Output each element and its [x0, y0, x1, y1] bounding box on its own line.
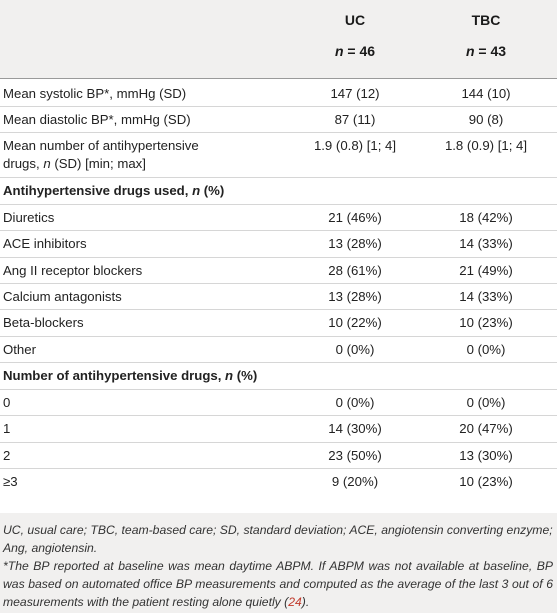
col-header-tbc: TBC — [471, 12, 501, 28]
table-footnotes — [0, 513, 557, 613]
row-label: 0 — [3, 395, 11, 410]
row-label: Mean systolic BP*, mmHg (SD) — [3, 86, 187, 101]
label-text: Number of antihypertensive drugs, — [3, 368, 226, 383]
row-divider — [0, 389, 557, 390]
uc-value: 28 (61%) — [328, 263, 382, 278]
bp-footnote — [3, 557, 553, 611]
col-n-uc — [285, 43, 425, 59]
abbreviations-footnote: UC, usual care; TBC, team-based care; SD, standard deviation; ACE, angiotensin converting enzyme; Ang, angiotensin. — [3, 523, 553, 555]
row-divider — [0, 362, 557, 363]
uc-value: 14 (30%) — [328, 421, 382, 436]
uc-value: 9 (20%) — [331, 474, 379, 489]
tbc-value: 0 (0%) — [466, 342, 506, 357]
row-divider — [0, 415, 557, 416]
tbc-value: 21 (49%) — [459, 263, 513, 278]
row-label: 2 — [3, 448, 11, 463]
uc-value: 1.9 (0.8) [1; 4] — [313, 138, 397, 153]
row-label: Calcium antagonists — [3, 289, 122, 304]
tbc-value: 10 (23%) — [459, 474, 513, 489]
uc-value: 0 (0%) — [335, 395, 375, 410]
uc-value: 13 (28%) — [328, 236, 382, 251]
uc-value: 0 (0%) — [335, 342, 375, 357]
row-divider — [0, 336, 557, 337]
reference-link[interactable]: 24 — [288, 595, 302, 609]
col-n-tbc — [416, 43, 556, 59]
tbc-value: 144 (10) — [461, 86, 511, 101]
uc-value: 10 (22%) — [328, 315, 382, 330]
tbc-value: 13 (30%) — [459, 448, 513, 463]
label-text: (SD) [min; max] — [50, 156, 146, 171]
uc-value: 87 (11) — [334, 112, 376, 127]
n-value: = 46 — [343, 43, 376, 59]
footnote-text: *The BP reported at baseline was mean daytime ABPM. If ABPM was not available at baseline, BP was based on automated office BP measurements and computed as the average of the last 3 out of 6 measurements with the patient resting alone quietly ( — [3, 559, 553, 609]
uc-value: 147 (12) — [330, 86, 380, 101]
footnote-text: ). — [301, 595, 310, 609]
n-value: = 43 — [474, 43, 507, 59]
label-text: drugs, — [3, 156, 44, 171]
section-label — [3, 183, 224, 198]
row-label: Mean diastolic BP*, mmHg (SD) — [3, 112, 191, 127]
row-divider — [0, 309, 557, 310]
uc-value: 13 (28%) — [328, 289, 382, 304]
header-divider — [0, 78, 557, 79]
label-text: Antihypertensive drugs used, — [3, 183, 193, 198]
label-text: (%) — [200, 183, 225, 198]
uc-value: 21 (46%) — [328, 210, 382, 225]
tbc-value: 14 (33%) — [459, 236, 513, 251]
n-symbol: n — [334, 43, 344, 59]
row-divider — [0, 204, 557, 205]
row-divider — [0, 442, 557, 443]
section-label — [3, 368, 257, 383]
tbc-value: 0 (0%) — [466, 395, 506, 410]
row-label: 1 — [3, 421, 11, 436]
row-divider — [0, 106, 557, 107]
tbc-value: 18 (42%) — [459, 210, 513, 225]
tbc-value: 90 (8) — [468, 112, 504, 127]
table-header — [0, 0, 557, 78]
tbc-value: 14 (33%) — [459, 289, 513, 304]
row-divider — [0, 283, 557, 284]
uc-value: 23 (50%) — [328, 448, 382, 463]
n-symbol: n — [225, 368, 234, 383]
row-label: Other — [3, 342, 36, 357]
label-text: (%) — [233, 368, 258, 383]
row-divider — [0, 257, 557, 258]
col-header-uc: UC — [344, 12, 366, 28]
n-symbol: n — [43, 156, 51, 171]
row-divider — [0, 177, 557, 178]
row-divider — [0, 468, 557, 469]
row-label: ≥3 — [3, 474, 18, 489]
n-symbol: n — [192, 183, 201, 198]
row-label: Diuretics — [3, 210, 55, 225]
row-divider — [0, 132, 557, 133]
row-label: Beta-blockers — [3, 315, 84, 330]
tbc-value: 20 (47%) — [459, 421, 513, 436]
row-label: Ang II receptor blockers — [3, 263, 143, 278]
row-divider — [0, 230, 557, 231]
row-label-line1: Mean number of antihypertensive — [3, 138, 199, 153]
n-symbol: n — [465, 43, 475, 59]
row-label: ACE inhibitors — [3, 236, 87, 251]
row-label-line2 — [3, 156, 146, 171]
tbc-value: 1.8 (0.9) [1; 4] — [444, 138, 528, 153]
tbc-value: 10 (23%) — [459, 315, 513, 330]
